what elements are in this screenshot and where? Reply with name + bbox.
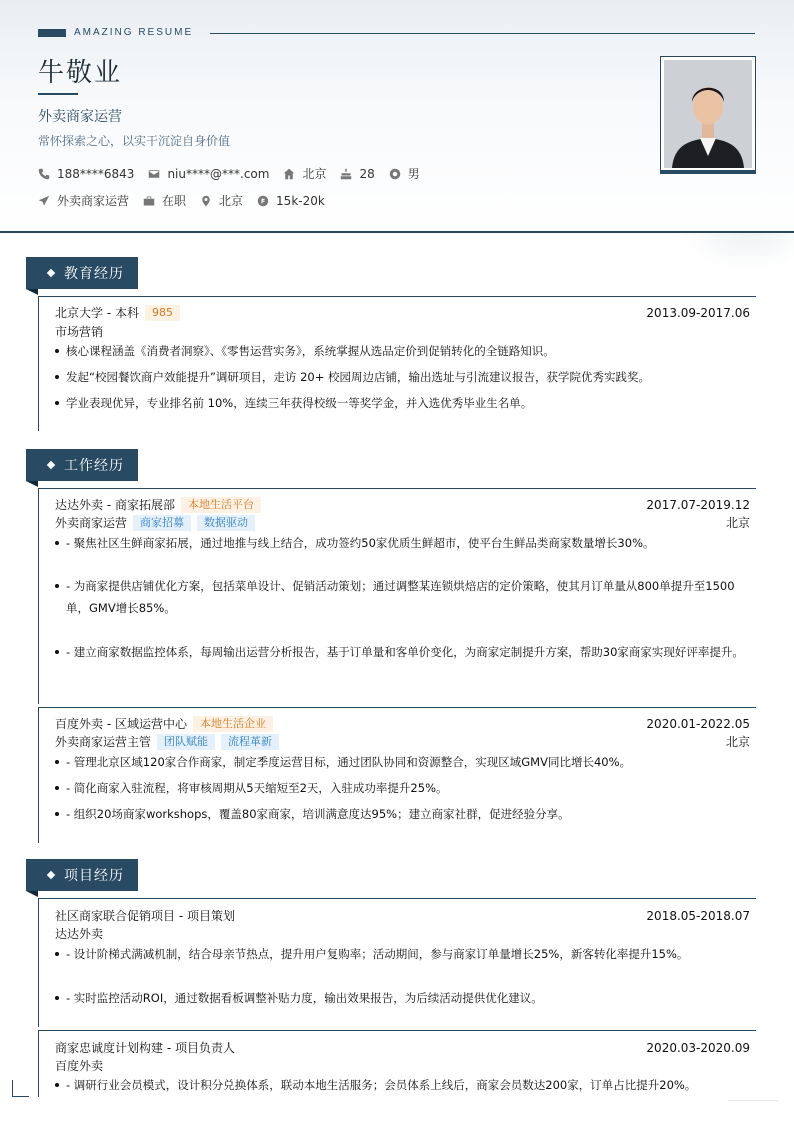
work-city: 北京 [725,516,750,530]
title-fold [26,481,38,487]
work-bullet: - 简化商家入驻流程，将审核周期从5天缩短至2天，入驻成功率提升25%。 [55,777,750,799]
money-icon [257,195,269,207]
home-icon [283,168,295,180]
project-head [55,1039,750,1056]
project-bullet: - 实时监控活动ROI，通过数据看板调整补贴力度，输出效果报告，为后续活动提供优化建议。 [55,987,750,1009]
education-bullet: 学业表现优异，专业排名前 10%，连续三年获得校级一等奖学金，并入选优秀毕业生名单。 [55,392,750,414]
work-date: 2017.07-2019.12 [646,497,750,512]
mail-icon [148,168,160,180]
education-bullet: 发起“校园餐饮商户效能提升”调研项目，走访 20+ 校园周边店铺，输出选址与引流建议报告，获学院优秀实践奖。 [55,366,750,388]
school-name: 北京大学 - 本科 [55,306,139,320]
diamond-icon [47,269,55,277]
section-title-text: 工作经历 [64,458,124,474]
status-text: 在职 [162,194,187,208]
header-tagline: AMAZING RESUME [74,27,194,38]
age-text: 28 [359,166,375,181]
work-entry-2 [38,707,756,843]
project-name: 社区商家联合促销项目 - 项目策划 [55,909,235,923]
header-rule [210,33,755,34]
work-bullet: - 管理北京区域120家合作商家，制定季度运营目标，通过团队协同和资源整合，实现区域GMV同比增长40%。 [55,751,750,773]
project-bullet: - 调研行业会员模式，设计积分兑换体系，联动本地生活服务；会员体系上线后，商家会员数达200家，订单占比提升20%。 [55,1074,750,1096]
section-title-text: 项目经历 [64,868,124,884]
contact-row [38,165,434,182]
project-org-row [55,925,750,942]
location-pin-icon [200,195,212,207]
education-major-row [55,323,750,340]
diamond-icon [47,461,55,469]
company-name: 百度外卖 - 区域运营中心 [55,717,187,731]
skill-tag: 团队赋能 [157,734,215,750]
salary-item [257,194,325,208]
project-org: 达达外卖 [55,927,104,941]
diamond-icon [47,871,55,879]
work-head [55,715,750,732]
education-entry [38,296,756,431]
cake-icon [340,168,352,180]
header-accent-bar [38,29,66,37]
project-bullet: - 设计阶梯式满减机制，结合母亲节热点，提升用户复购率；活动期间，参与商家订单量增长25%，新客转化率提升15%。 [55,943,750,965]
title-fold [26,289,38,295]
work-role-row [55,733,750,750]
gender-text: 男 [407,167,420,181]
education-bullet: 核心课程涵盖《消费者洞察》、《零售运营实务》，系统掌握从选品定价到促销转化的全链路知识。 [55,340,750,362]
skill-tag: 流程革新 [221,734,279,750]
work-bullet: - 聚焦社区生鲜商家拓展，通过地推与线上结合，成功签约50家优质生鲜超市，使平台生鲜品类商家数量增长30%。 [55,532,750,554]
project-date: 2018.05-2018.07 [646,908,750,923]
send-icon [38,195,50,207]
gender-icon [389,168,401,180]
major: 市场营销 [55,325,104,339]
section-title-text: 教育经历 [64,266,124,282]
education-head [55,304,750,321]
education-date: 2013.09-2017.06 [646,305,750,320]
company-badge: 本地生活平台 [181,497,261,513]
header-divider [0,231,794,233]
work-head [55,496,750,513]
job-intent-row [38,192,339,209]
work-date: 2020.01-2022.05 [646,716,750,731]
phone-text: 188****6843 [57,166,135,181]
email-text: niu****@***.com [167,166,270,181]
company-name: 达达外卖 - 商家拓展部 [55,498,175,512]
school-badge: 985 [145,305,180,321]
company-badge: 本地生活企业 [193,716,273,732]
person-silhouette-icon [664,60,752,168]
job-title: 外卖商家运营 [38,109,122,125]
profile-photo [664,60,752,168]
salary-text: 15k-20k [276,193,325,208]
project-date: 2020.03-2020.09 [646,1040,750,1055]
project-entry-2 [38,1030,756,1097]
gender-item [389,165,420,182]
project-org: 百度外卖 [55,1059,104,1073]
motto: 常怀探索之心，以实干沉淀自身价值 [38,134,231,148]
work-bullet: - 为商家提供店铺优化方案，包括菜单设计、促销活动策划；通过调整某连锁烘焙店的定价策略，使其月订单量从800单提升至1500单，GMV增长85%。 [55,575,750,619]
hometown-text: 北京 [302,167,327,181]
work-role-row [55,514,750,531]
hometown-item [283,165,326,182]
phone-icon [38,168,50,180]
profile-photo-frame [660,56,756,172]
city-text: 北京 [219,194,244,208]
phone-item [38,167,134,181]
section-title-work [26,449,138,481]
page-corner-mark [12,1080,29,1097]
project-name: 商家忠诚度计划构建 - 项目负责人 [55,1041,235,1055]
email-item [148,167,269,181]
skill-tag: 数据驱动 [197,515,255,531]
section-title-projects [26,859,138,891]
project-org-row [55,1057,750,1074]
role-title: 外卖商家运营 [55,516,128,530]
role-title: 外卖商家运营主管 [55,735,152,749]
project-head [55,907,750,924]
name-underline [38,93,78,95]
project-entry-1 [38,898,756,1027]
work-bullet: - 建立商家数据监控体系，每周输出运营分析报告，基于订单量和客单价变化，为商家定制提升方案，帮助30家商家实现好评率提升。 [55,641,750,663]
candidate-name: 牛敬业 [38,58,123,88]
skill-tag: 商家招募 [133,515,191,531]
briefcase-icon [143,195,155,207]
section-title-education [26,257,138,289]
intent-job-item [38,192,129,209]
city-item [200,192,243,209]
decorative-shadow [680,232,794,272]
status-item [143,192,186,209]
work-entry-1 [38,488,756,704]
work-city: 北京 [725,735,750,749]
photo-base-bar [660,170,756,174]
age-item [340,167,374,181]
work-bullet: - 组织20场商家workshops，覆盖80家商家，培训满意度达95%；建立商家社群，促进经验分享。 [55,803,750,825]
title-fold [26,891,38,897]
page-footer-rule [728,1100,778,1101]
intent-job-text: 外卖商家运营 [57,194,130,208]
